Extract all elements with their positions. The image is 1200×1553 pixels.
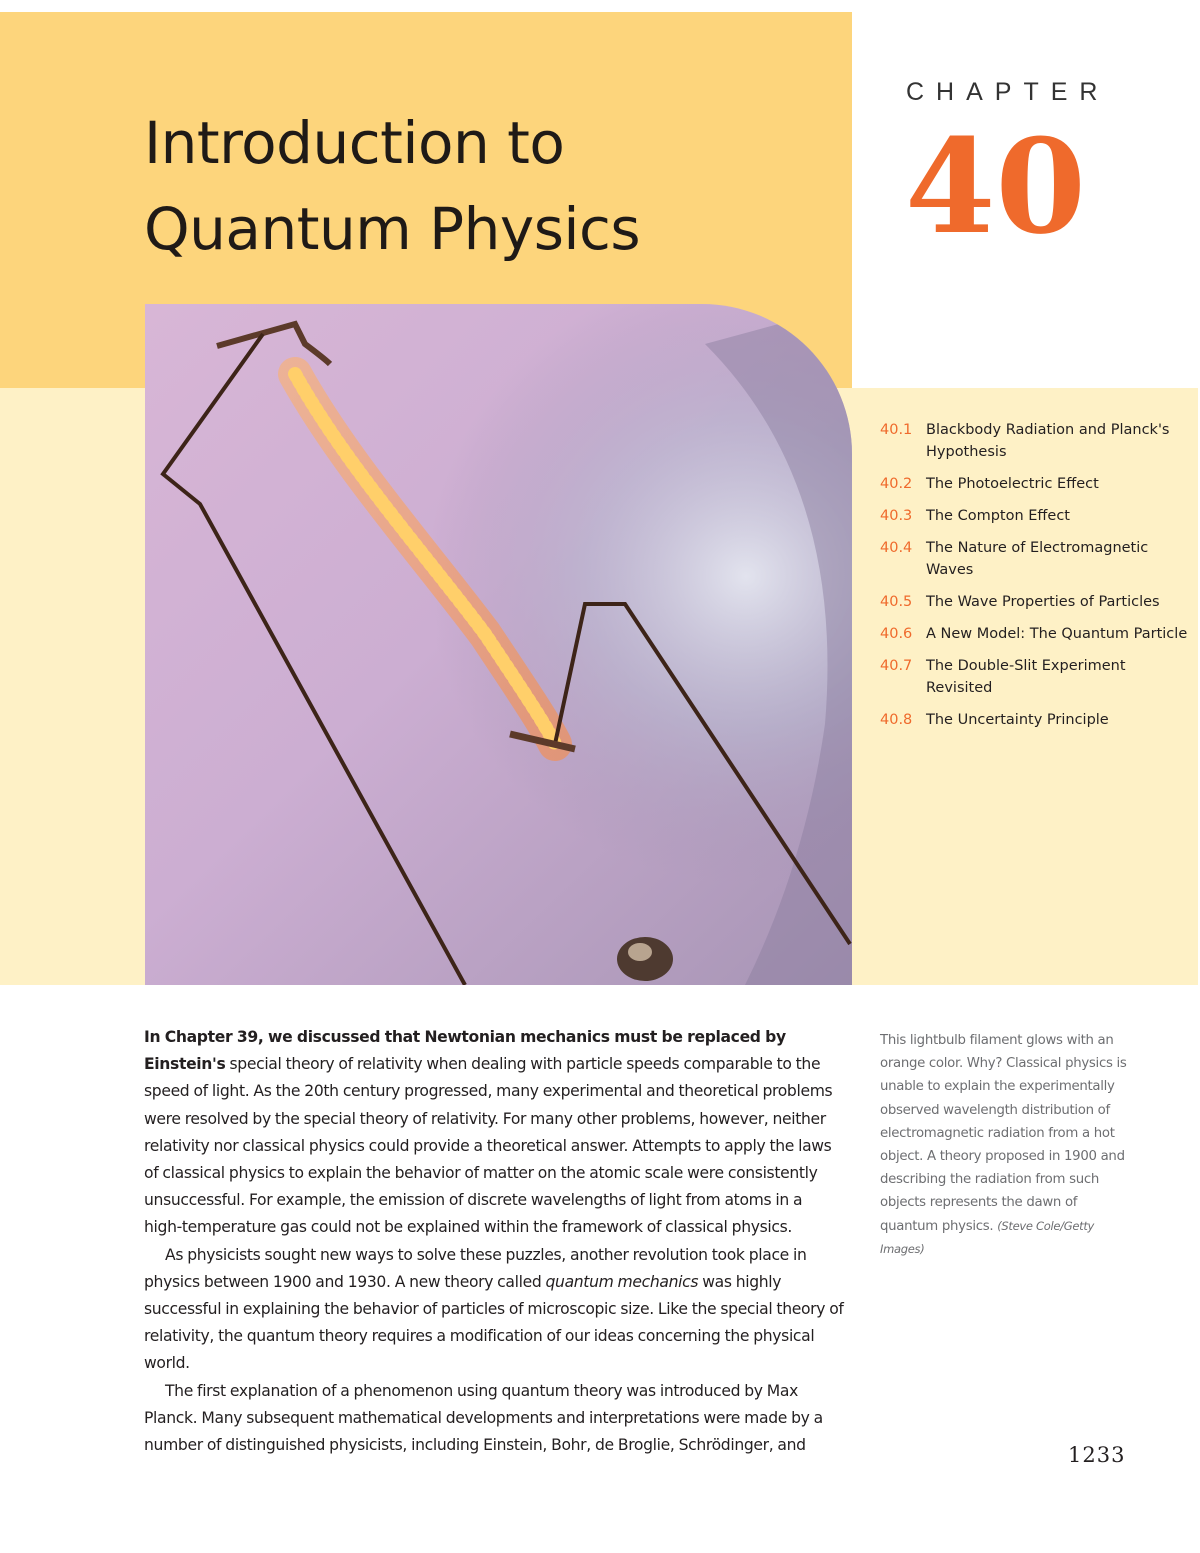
toc-number: 40.8 <box>880 712 913 728</box>
intro-paragraph-1 <box>144 1024 844 1242</box>
intro-paragraph-1-text: special theory of relativity when dealing with particle speeds comparable to the speed of light. As the 20th century progressed, many experimental and theoretical problems were resolved by the special theory of relativity. For many other problems, however, neither relativity nor classical physics could provide a theoretical answer. Attempts to apply the laws of classical physics to explain the behavior of matter on the atomic scale were consistently unsuccessful. For example, the emission of discrete wavelengths of light from atoms in a high-temperature gas could not be explained within the framework of classical physics. <box>144 1055 833 1237</box>
toc-title: A New Model: The Quantum Particle <box>926 626 1188 642</box>
toc-item <box>880 655 1190 699</box>
toc-number: 40.6 <box>880 626 913 642</box>
toc-item <box>880 591 1190 613</box>
intro-lead-in: In Chapter 39, we discussed that Newtonian mechanics must be replaced by Einstein's <box>144 1028 786 1074</box>
lightbulb-filament-photo <box>145 304 852 985</box>
toc-number: 40.1 <box>880 422 913 438</box>
chapter-number: 40 <box>905 110 1086 263</box>
toc-number: 40.2 <box>880 476 913 492</box>
intro-paragraph-2-text-b: was highly successful in explaining the behavior of particles of microscopic size. Like the special theory of relativity, the quantum theory requires a modification of our ideas concerning the physical world. <box>144 1272 844 1373</box>
page-number: 1233 <box>1068 1443 1126 1467</box>
quantum-mechanics-term: quantum mechanics <box>545 1272 699 1291</box>
toc-number: 40.3 <box>880 508 913 524</box>
toc-item <box>880 419 1190 463</box>
chapter-title <box>144 100 640 272</box>
toc-title: The Uncertainty Principle <box>926 712 1109 728</box>
toc-item <box>880 505 1190 527</box>
chapter-title-line1: Introduction to <box>144 109 565 177</box>
caption-text: This lightbulb filament glows with an orange color. Why? Classical physics is unable to explain the experimentally observed wavelength distribution of electromagnetic radiation from a hot object. A theory proposed in 1900 and describing the radiation from such objects represents the dawn of quantum physics. <box>880 1033 1127 1234</box>
toc-title: Blackbody Radiation and Planck's Hypothesis <box>926 422 1170 460</box>
toc-number: 40.7 <box>880 658 913 674</box>
toc-title: The Wave Properties of Particles <box>926 594 1160 610</box>
toc-title: The Double-Slit Experiment Revisited <box>926 658 1126 696</box>
chapter-title-line2: Quantum Physics <box>144 195 641 263</box>
toc-item <box>880 709 1190 731</box>
toc-item <box>880 623 1190 645</box>
chapter-contents <box>880 419 1190 741</box>
toc-title: The Compton Effect <box>926 508 1070 524</box>
intro-paragraph-2-text-a: As physicists sought new ways to solve these puzzles, another revolution took place in physics between 1900 and 1930. A new theory called <box>144 1245 807 1291</box>
toc-number: 40.4 <box>880 540 913 556</box>
toc-item <box>880 537 1190 581</box>
chapter-label: CHAPTER <box>906 78 1110 106</box>
toc-title: The Nature of Electromagnetic Waves <box>926 540 1149 578</box>
photo-caption <box>880 1029 1130 1261</box>
photo-credit: (Steve Cole/Getty Images) <box>880 1218 1095 1256</box>
toc-item <box>880 473 1190 495</box>
intro-paragraph-2 <box>144 1242 844 1378</box>
chapter-intro-text <box>144 1024 844 1459</box>
toc-number: 40.5 <box>880 594 913 610</box>
toc-title: The Photoelectric Effect <box>926 476 1099 492</box>
intro-paragraph-3: The first explanation of a phenomenon using quantum theory was introduced by Max Planck. Many subsequent mathematical developments and interpretations were made by a number of distinguished physicists, including Einstein, Bohr, de Broglie, Schrödinger, and <box>144 1381 823 1455</box>
